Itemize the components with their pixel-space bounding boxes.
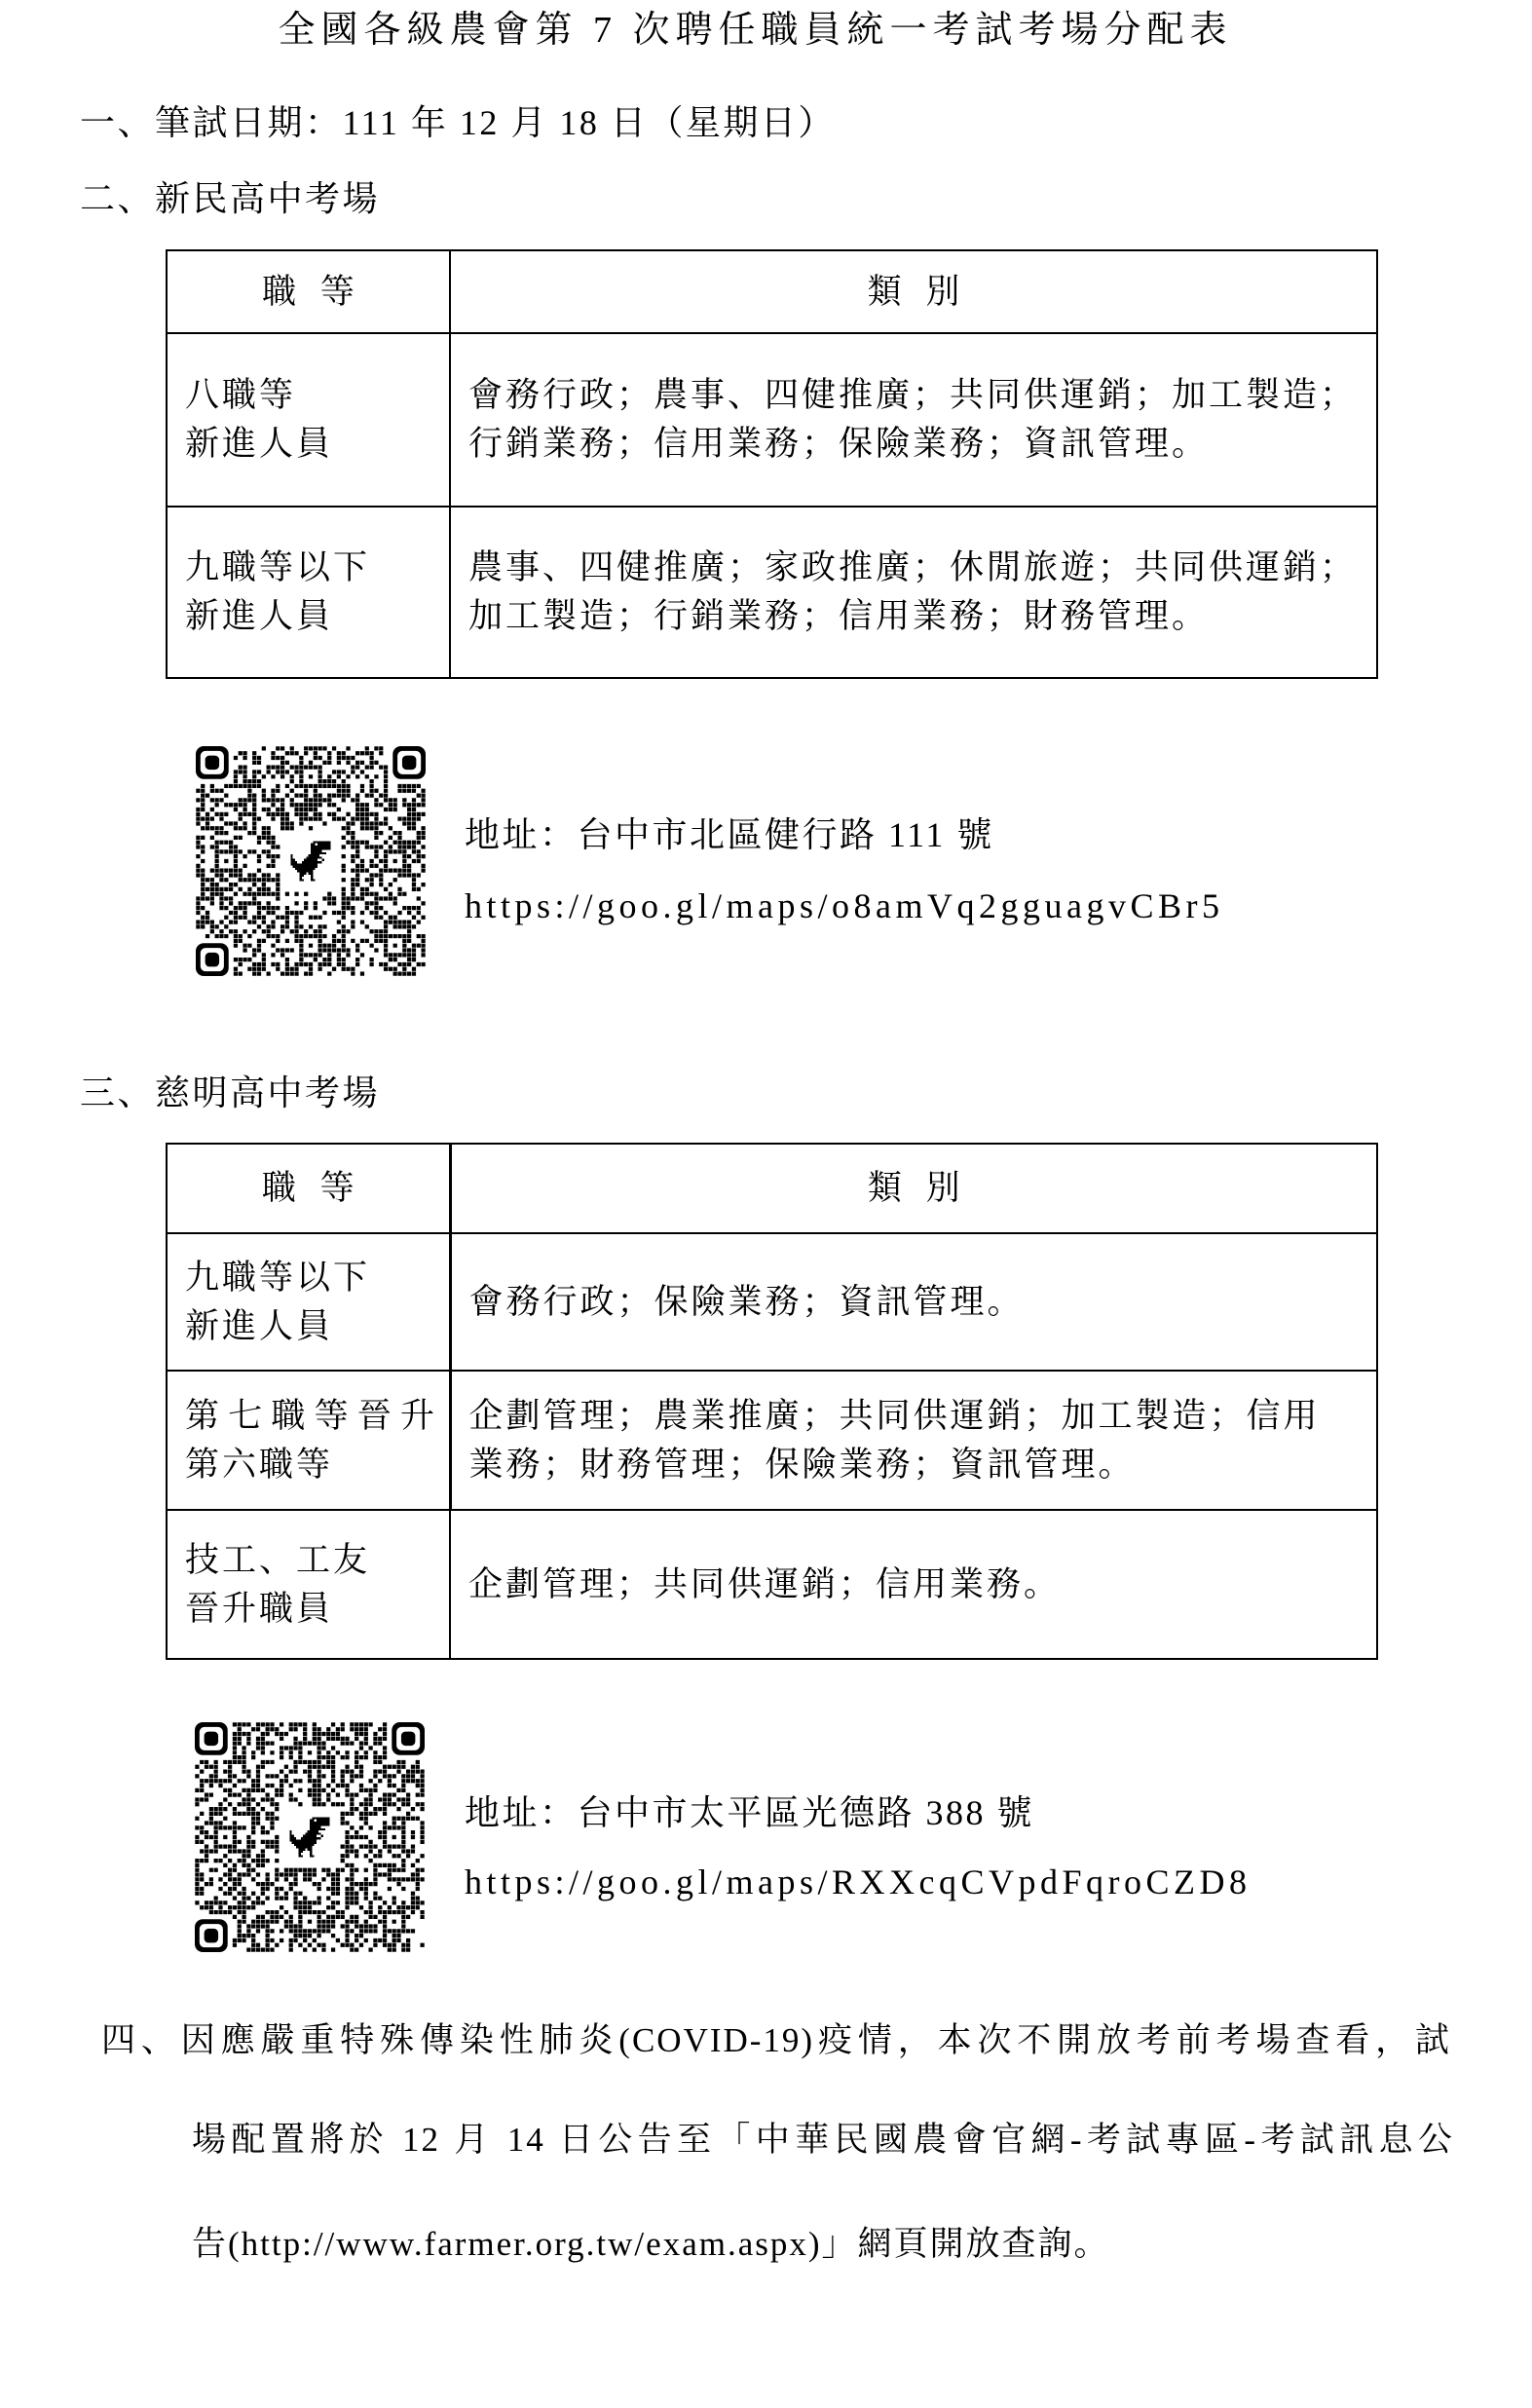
category-line: 企劃管理；農業推廣；共同供運銷；加工製造；信用: [468, 1396, 1321, 1435]
category-cell: [450, 507, 1377, 678]
grade-line: 八職等: [185, 376, 297, 414]
qr-finder-center: [205, 1929, 218, 1942]
table-row: [167, 507, 1377, 678]
venue-heading: 二、新民高中考場: [80, 179, 381, 218]
table-row: [167, 1510, 1377, 1659]
venue-table-body: [167, 1144, 1377, 1659]
column-header-category: 類 別: [450, 250, 1377, 333]
qr-finder-pattern: [196, 943, 229, 976]
notice-line: 告(http://www.farmer.org.tw/exam.aspx)」網頁開放查詢。: [192, 2225, 1110, 2263]
grade-cell: [167, 1371, 450, 1510]
table-header-row: [167, 250, 1377, 333]
column-header-grade: 職 等: [167, 250, 450, 333]
qr-finder-center: [206, 756, 219, 770]
table-row: [167, 1371, 1377, 1510]
qr-finder-center: [205, 1732, 218, 1746]
map-url: https://goo.gl/maps/o8amVq2gguagvCBr5: [465, 886, 1224, 925]
grade-cell: [167, 333, 450, 507]
qr-finder-pattern: [195, 1722, 228, 1755]
category-line: 農事、四健推廣；家政推廣；休閒旅遊；共同供運銷；: [468, 548, 1358, 586]
grade-line: 九職等以下: [185, 548, 371, 586]
category-line: 加工製造；行銷業務；信用業務；財務管理。: [468, 597, 1210, 635]
notice-line: 四、因應嚴重特殊傳染性肺炎(COVID-19)疫情，本次不開放考前考場查看，試: [101, 2021, 1451, 2059]
category-cell: [450, 1233, 1377, 1371]
notice-line: 場配置將於 12 月 14 日公告至「中華民國農會官網-考試專區-考試訊息公: [192, 2121, 1454, 2159]
grade-line: 新進人員: [185, 1306, 334, 1345]
venue-table: [166, 249, 1378, 679]
qr-finder-pattern: [195, 1919, 228, 1952]
grade-cell: [167, 1510, 450, 1659]
category-cell: [450, 333, 1377, 507]
venue-table-body: [167, 250, 1377, 678]
qr-code-icon: [196, 746, 426, 976]
qr-finder-pattern: [392, 1722, 425, 1755]
exam-date: 一、筆試日期：111 年 12 月 18 日（星期日）: [80, 103, 836, 142]
table-row: [167, 333, 1377, 507]
grade-line: 新進人員: [185, 425, 334, 463]
grade-line: 第六職等: [185, 1445, 334, 1484]
venue-table: [166, 1143, 1378, 1660]
venue-address: 地址：台中市太平區光德路 388 號: [465, 1793, 1035, 1832]
grade-line: 新進人員: [185, 597, 334, 635]
grade-cell: [167, 507, 450, 678]
qr-finder-pattern: [196, 746, 229, 779]
qr-code-icon: [195, 1722, 425, 1952]
column-header-grade: 職 等: [167, 1144, 450, 1233]
grade-cell: [167, 1233, 450, 1371]
grade-line: 晉升職員: [185, 1589, 334, 1628]
qr-finder-pattern: [392, 746, 426, 779]
category-line: 會務行政；農事、四健推廣；共同供運銷；加工製造；: [468, 376, 1358, 414]
venue-address: 地址：台中市北區健行路 111 號: [465, 815, 994, 854]
page-title: 全國各級農會第 7 次聘任職員統一考試考場分配表: [278, 10, 1233, 51]
venue-heading: 三、慈明高中考場: [80, 1073, 381, 1112]
dinosaur-icon: [290, 841, 330, 881]
grade-line: 技工、工友: [185, 1540, 371, 1579]
table-header-row: [167, 1144, 1377, 1233]
category-line: 業務；財務管理；保險業務；資訊管理。: [468, 1445, 1136, 1484]
map-url: https://goo.gl/maps/RXXcqCVpdFqroCZD8: [465, 1862, 1252, 1901]
category-line: 企劃管理；共同供運銷；信用業務。: [468, 1564, 1062, 1603]
grade-line: 九職等以下: [185, 1258, 371, 1297]
dinosaur-icon: [289, 1817, 329, 1857]
category-cell: [450, 1371, 1377, 1510]
category-line: 行銷業務；信用業務；保險業務；資訊管理。: [468, 425, 1210, 463]
qr-finder-center: [206, 953, 219, 966]
category-line: 會務行政；保險業務；資訊管理。: [468, 1282, 1025, 1321]
grade-line: 第七職等晉升: [185, 1396, 434, 1435]
category-cell: [450, 1510, 1377, 1659]
column-header-category: 類 別: [450, 1144, 1377, 1233]
qr-finder-center: [401, 1732, 415, 1746]
qr-finder-center: [402, 756, 416, 770]
table-row: [167, 1233, 1377, 1371]
